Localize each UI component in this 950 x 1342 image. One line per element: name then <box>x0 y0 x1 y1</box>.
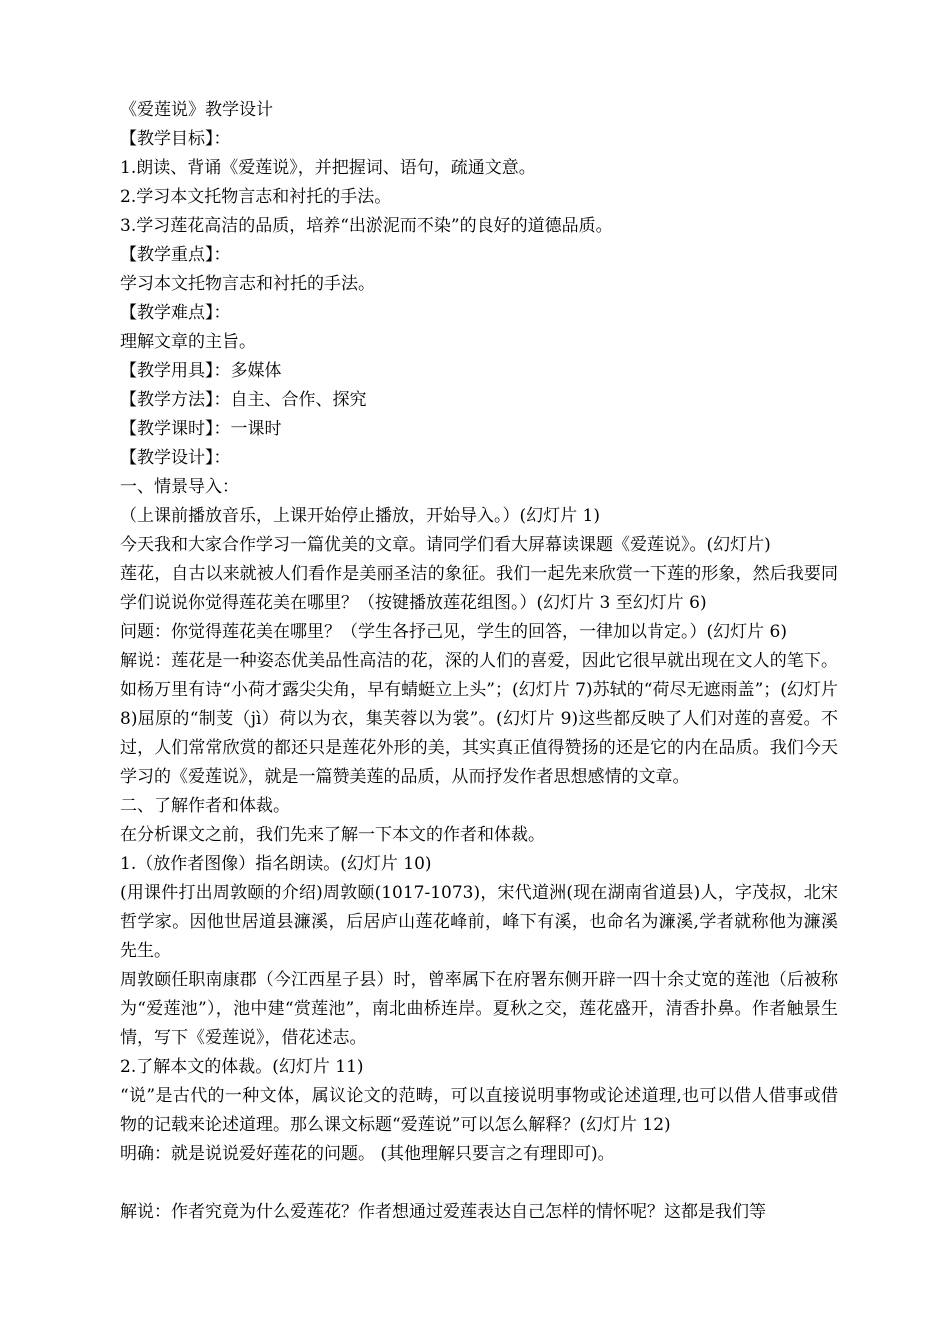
intro-explanation: 解说：莲花是一种姿态优美品性高洁的花，深的人们的喜爱，因此它很早就出现在文人的笔下。如杨万里有诗“小荷才露尖尖角，早有蜻蜓立上头”；(幻灯片 7)苏轼的“荷尽无遮雨盖”；(幻灯片 8)屈原的“制芰（jì）荷以为衣，集芙蓉以为裳”。(幻灯片 9)这些都反映了人们对莲的喜爱。不过，人们常常欣赏的都还只是莲花外形的美，其实真正值得赞扬的还是它的内在品质。我们今天学习的《爱莲说》，就是一篇赞美莲的品质，从而抒发作者思想感情的文章。 <box>120 651 838 787</box>
final-explanation: 解说：作者究竟为什么爱莲花？作者想通过爱莲表达自己怎样的情怀呢？这都是我们等 <box>120 1202 766 1222</box>
goal-item-2: 2.学习本文托物言志和衬托的手法。 <box>120 187 392 207</box>
intro-paragraph-2: 今天我和大家合作学习一篇优美的文章。请同学们看大屏幕读课题《爱莲说》。(幻灯片) <box>120 535 771 555</box>
difficult-points-text: 理解文章的主旨。 <box>120 332 256 352</box>
author-step-1: 1.（放作者图像）指名朗读。(幻灯片 10) <box>120 854 432 874</box>
intro-paragraph-3: 莲花，自古以来就被人们看作是美丽圣洁的象征。我们一起先来欣赏一下莲的形象，然后我要同学们说说你觉得莲花美在哪里？（按键播放莲花组图。）(幻灯片 3 至幻灯片 6) <box>120 564 838 613</box>
document-page <box>120 96 838 1227</box>
key-points-text: 学习本文托物言志和衬托的手法。 <box>120 274 375 294</box>
teaching-tools: 【教学用具】：多媒体 <box>120 361 282 381</box>
heading-key-points: 【教学重点】： <box>120 245 231 265</box>
heading-difficult-points: 【教学难点】： <box>120 303 231 323</box>
teaching-methods: 【教学方法】：自主、合作、探究 <box>120 390 367 410</box>
document-title: 《爱莲说》教学设计 <box>120 100 273 120</box>
intro-paragraph-1: （上课前播放音乐，上课开始停止播放，开始导入。）(幻灯片 1) <box>120 506 600 526</box>
section-heading-intro: 一、情景导入： <box>120 477 239 497</box>
author-bio: (用课件打出周敦颐的介绍)周敦颐(1017-1073)，宋代道洲(现在湖南省道县)人，字茂叔，北宋哲学家。因他世居道县濂溪，后居庐山莲花峰前，峰下有溪，也命名为濂溪,学者就称他为濂溪先生。 <box>120 883 838 961</box>
heading-teaching-goals: 【教学目标】： <box>120 129 231 149</box>
section-heading-author: 二、了解作者和体裁。 <box>120 796 290 816</box>
goal-item-1: 1.朗读、背诵《爱莲说》，并把握词、语句，疏通文意。 <box>120 158 536 178</box>
author-paragraph-1: 在分析课文之前，我们先来了解一下本文的作者和体裁。 <box>120 825 545 845</box>
genre-explanation: “说”是古代的一种文体，属议论文的范畴，可以直接说明事物或论述道理,也可以借人借事或借物的记载来论述道理。那么课文标题“爱莲说”可以怎么解释？(幻灯片 12) <box>120 1086 838 1135</box>
blank-line <box>120 1169 838 1198</box>
goal-item-3: 3.学习莲花高洁的品质，培养“出淤泥而不染”的良好的道德品质。 <box>120 216 613 236</box>
heading-teaching-design: 【教学设计】： <box>120 448 231 468</box>
intro-question: 问题：你觉得莲花美在哪里？（学生各抒己见，学生的回答，一律加以肯定。）(幻灯片 6) <box>120 622 787 642</box>
teaching-hours: 【教学课时】：一课时 <box>120 419 282 439</box>
author-story: 周敦颐任职南康郡（今江西星子县）时，曾率属下在府署东侧开辟一四十余丈宽的莲池（后被称为“爱莲池”），池中建“赏莲池”，南北曲桥连岸。夏秋之交，莲花盛开，清香扑鼻。作者触景生情，写下《爱莲说》，借花述志。 <box>120 970 838 1048</box>
genre-step-2: 2.了解本文的体裁。(幻灯片 11) <box>120 1057 364 1077</box>
genre-clarification: 明确：就是说说爱好莲花的问题。 (其他理解只要言之有理即可)。 <box>120 1144 615 1164</box>
